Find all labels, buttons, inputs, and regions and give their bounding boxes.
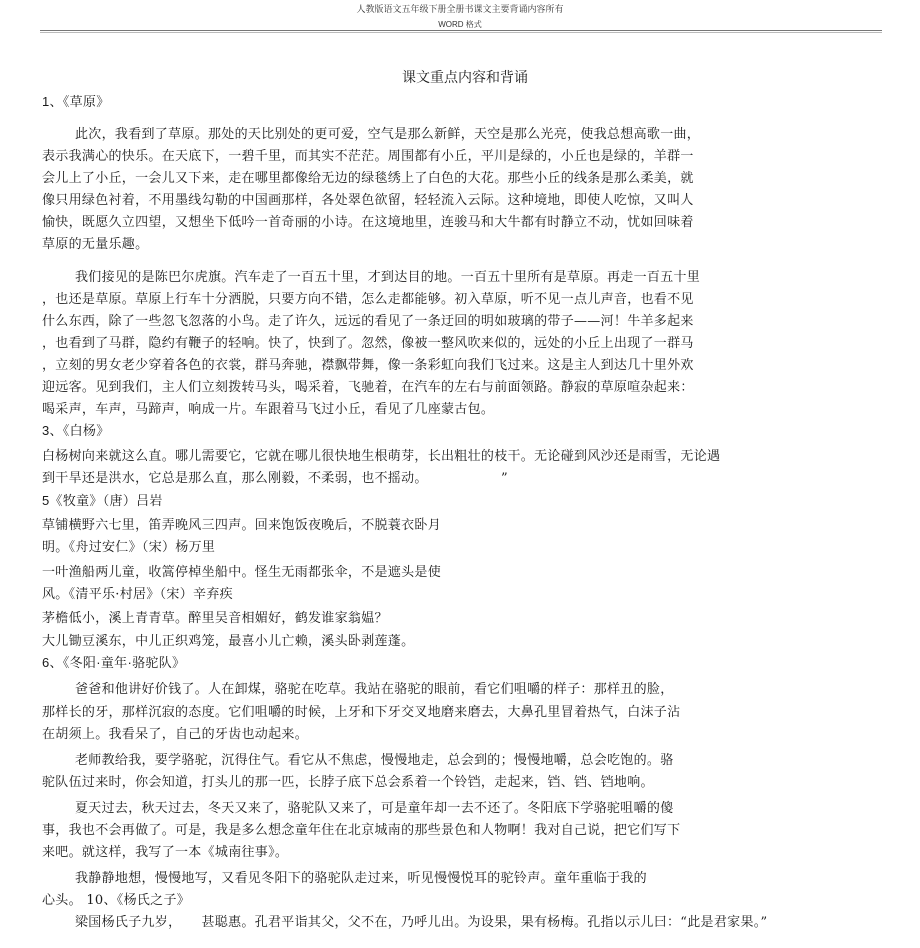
text-line: 爸爸和他讲好价钱了。人在卸煤，骆驼在吃草。我站在骆驼的眼前，看它们咀嚼的样子：那样丑的脸， [75, 682, 674, 697]
text-line: 此次，我看到了草原。那处的天比别处的更可爱，空气是那么新鲜，天空是那么光亮，使我总想高歌一曲， [75, 127, 701, 142]
text-line: 什么东西，除了一些忽飞忽落的小鸟。走了许久，远远的看见了一条迂回的明如玻璃的带子——河！牛羊多起来 [42, 314, 694, 329]
text-line: 茅檐低小，溪上青青草。醉里吴音相媚好，鹤发谁家翁媪？ [42, 611, 388, 626]
text-line: 明。《舟过安仁》（宋）杨万里 [42, 540, 216, 555]
document-title: 课文重点内容和背诵 [402, 70, 528, 86]
text-line: 愉快，既愿久立四望，又想坐下低吟一首奇丽的小诗。在这境地里，连骏马和大牛都有时静立不动，忧如回味着 [42, 215, 694, 230]
header-divider [40, 30, 882, 33]
section-heading: 3、《白杨》 [42, 423, 110, 438]
section-heading: 6、《冬阳·童年·骆驼队》 [42, 655, 186, 670]
text-line: 老师教给我，要学骆驼，沉得住气。看它从不焦虑，慢慢地走，总会到的；慢慢地嚼，总会吃饱的。骆 [75, 753, 674, 768]
text-line: 到干旱还是洪水，它总是那么直，那么刚毅，不柔弱，也不摇动。 ” [42, 471, 508, 486]
text-line: 表示我满心的快乐。在天底下，一碧千里，而其实不茫茫。周围都有小丘，平川是绿的，小丘也是绿的，羊群一 [42, 149, 694, 164]
text-line: 那样长的牙，那样沉寂的态度。它们咀嚼的时候，上牙和下牙交叉地磨来磨去，大鼻孔里冒着热气，白沫子沾 [42, 705, 681, 720]
text-line: 事，我也不会再做了。可是，我是多么想念童年住在北京城南的那些景色和人物啊！我对自己说，把它们写下 [42, 823, 681, 838]
text-line: ，也还是草原。草原上行车十分洒脱，只要方向不错，怎么走都能够。初入草原，听不见一点儿声音，也看不见 [42, 292, 694, 307]
text-line: 像只用绿色衬着，不用墨线勾勒的中国画那样，各处翠色欲留，轻轻流入云际。这种境地，即使人吃惊，又叫人 [42, 193, 694, 208]
text-line: 梁国杨氏子九岁， 甚聪惠。孔君平诣其父，父不在，乃呼儿出。为设果，果有杨梅。孔指以示儿曰：“此是君家果。” [75, 915, 768, 930]
text-line: 我们接见的是陈巴尔虎旗。汽车走了一百五十里，才到达目的地。一百五十里所有是草原。再走一百五十里 [75, 270, 701, 285]
text-line: 在胡须上。我看呆了，自己的牙齿也动起来。 [42, 727, 309, 742]
text-line: 喝采声，车声，马蹄声，响成一片。车跟着马飞过小丘，看见了几座蒙古包。 [42, 402, 495, 417]
text-line: 我静静地想，慢慢地写，又看见冬阳下的骆驼队走过来，听见慢慢悦耳的驼铃声。童年重临于我的 [75, 871, 647, 886]
text-line: 会儿上了小丘，一会儿又下来，走在哪里都像给无边的绿毯绣上了白色的大花。那些小丘的线条是那么柔美，就 [42, 171, 694, 186]
text-line: 迎远客。见到我们，主人们立刻拨转马头，喝采着，飞驰着，在汽车的左右与前面领路。静寂的草原喧杂起来： [42, 380, 694, 395]
section-heading: 5《牧童》（唐）吕岩 [42, 493, 163, 508]
section-heading: 1、《草原》 [42, 94, 110, 109]
text-line: 风。《清平乐·村居》（宋）辛弃疾 [42, 587, 233, 602]
text-line: 草铺横野六七里，笛弄晚风三四声。回来饱饭夜晚后，不脱蓑衣卧月 [42, 518, 442, 533]
text-line: 一叶渔船两儿童，收篙停棹坐船中。怪生无雨都张伞，不是遮头是使 [42, 565, 442, 580]
text-line: 大儿锄豆溪东，中儿正织鸡笼，最喜小儿亡赖，溪头卧剥莲蓬。 [42, 634, 415, 649]
text-line: 夏天过去，秋天过去，冬天又来了，骆驼队又来了，可是童年却一去不还了。冬阳底下学骆驼咀嚼的傻 [75, 801, 674, 816]
text-line: 白杨树向来就这么直。哪儿需要它，它就在哪儿很快地生根萌芽，长出粗壮的枝干。无论碰到风沙还是雨雪，无论遇 [42, 449, 721, 464]
text-line: ，立刻的男女老少穿着各色的衣裳，群马奔驰，襟飘带舞，像一条彩虹向我们飞过来。这是主人到达几十里外欢 [42, 358, 694, 373]
text-line: 驼队伍过来时，你会知道，打头儿的那一匹，长脖子底下总会系着一个铃铛，走起来，铛、铛、铛地响。 [42, 775, 654, 790]
page-header-title: 人教版语文五年级下册全册书课文主要背诵内容所有 [356, 5, 564, 15]
text-line: 来吧。就这样，我写了一本《城南往事》。 [42, 845, 289, 860]
text-line: 心头。 10、《杨氏之子》 [42, 893, 191, 908]
page-header-format: WORD 格式 [438, 20, 482, 29]
text-line: 草原的无量乐趣。 [42, 237, 149, 252]
text-line: ，也看到了马群，隐约有鞭子的轻响。快了，快到了。忽然，像被一整风吹来似的，远处的小丘上出现了一群马 [42, 336, 694, 351]
